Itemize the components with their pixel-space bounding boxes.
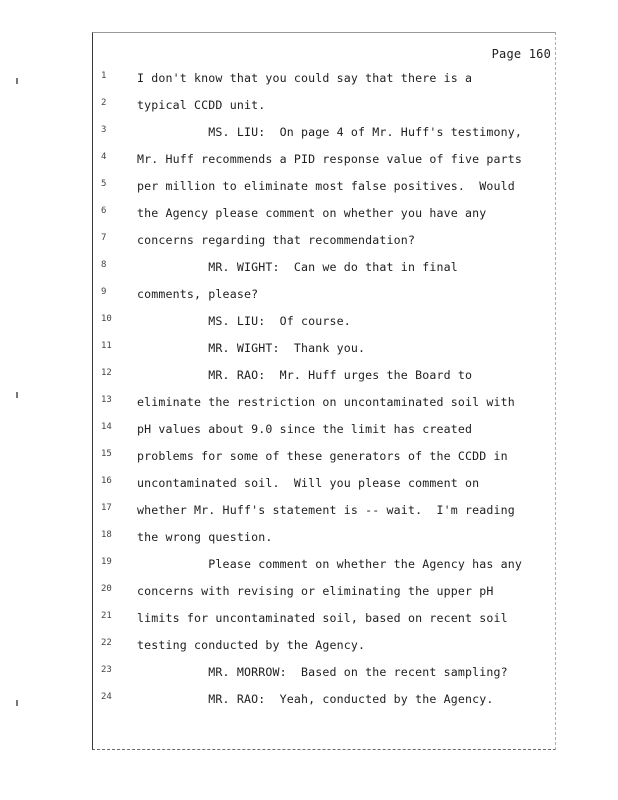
line-text: typical CCDD unit.	[137, 98, 266, 112]
line-text: comments, please?	[137, 287, 259, 301]
line-number: 16	[101, 476, 112, 486]
transcript-line	[93, 584, 557, 604]
line-number: 10	[101, 314, 112, 324]
transcript-line	[93, 692, 557, 712]
line-text: pH values about 9.0 since the limit has created	[137, 422, 473, 436]
scan-margin-mark	[16, 78, 18, 84]
transcript-line	[93, 449, 557, 469]
line-number: 12	[101, 368, 112, 378]
transcript-line	[93, 638, 557, 658]
line-text: the Agency please comment on whether you have any	[137, 206, 487, 220]
line-number: 8	[101, 260, 107, 270]
line-number: 21	[101, 611, 112, 621]
transcript-line	[93, 206, 557, 226]
page-number: Page 160	[491, 47, 551, 61]
line-number: 23	[101, 665, 112, 675]
transcript-line	[93, 233, 557, 253]
scan-margin-mark	[16, 700, 18, 706]
line-text: MR. MORROW: Based on the recent sampling?	[137, 665, 508, 679]
line-text: per million to eliminate most false positives. Would	[137, 179, 515, 193]
line-number: 6	[101, 206, 107, 216]
transcript-line	[93, 260, 557, 280]
transcript-line	[93, 665, 557, 685]
transcript-line	[93, 287, 557, 307]
line-text: uncontaminated soil. Will you please comment on	[137, 476, 480, 490]
line-number: 5	[101, 179, 107, 189]
line-number: 19	[101, 557, 112, 567]
line-number: 20	[101, 584, 112, 594]
line-number: 18	[101, 530, 112, 540]
line-number: 24	[101, 692, 112, 702]
transcript-line	[93, 503, 557, 523]
line-text: MS. LIU: On page 4 of Mr. Huff's testimony,	[137, 125, 523, 139]
transcript-page	[92, 32, 556, 750]
transcript-line	[93, 179, 557, 199]
line-text: whether Mr. Huff's statement is -- wait. I'm reading	[137, 503, 515, 517]
line-text: problems for some of these generators of the CCDD in	[137, 449, 508, 463]
line-text: eliminate the restriction on uncontaminated soil with	[137, 395, 515, 409]
transcript-line	[93, 530, 557, 550]
line-text: MR. RAO: Yeah, conducted by the Agency.	[137, 692, 494, 706]
scan-margin-mark	[16, 392, 18, 398]
line-text: I don't know that you could say that there is a	[137, 71, 473, 85]
line-number: 15	[101, 449, 112, 459]
line-number: 9	[101, 287, 107, 297]
transcript-line	[93, 476, 557, 496]
line-number: 17	[101, 503, 112, 513]
line-text: the wrong question.	[137, 530, 273, 544]
line-text: testing conducted by the Agency.	[137, 638, 366, 652]
line-number: 14	[101, 422, 112, 432]
line-number: 2	[101, 98, 107, 108]
transcript-line	[93, 125, 557, 145]
line-number: 11	[101, 341, 112, 351]
line-text: concerns with revising or eliminating the upper pH	[137, 584, 494, 598]
line-number: 22	[101, 638, 112, 648]
transcript-line	[93, 152, 557, 172]
line-text: MR. RAO: Mr. Huff urges the Board to	[137, 368, 473, 382]
transcript-line	[93, 557, 557, 577]
transcript-line	[93, 368, 557, 388]
transcript-line	[93, 341, 557, 361]
line-number: 1	[101, 71, 107, 81]
line-number: 4	[101, 152, 107, 162]
line-text: MR. WIGHT: Thank you.	[137, 341, 366, 355]
line-text: MR. WIGHT: Can we do that in final	[137, 260, 458, 274]
line-text: concerns regarding that recommendation?	[137, 233, 416, 247]
transcript-line	[93, 314, 557, 334]
line-text: limits for uncontaminated soil, based on recent soil	[137, 611, 508, 625]
transcript-line	[93, 395, 557, 415]
transcript-line	[93, 611, 557, 631]
line-text: Mr. Huff recommends a PID response value of five parts	[137, 152, 523, 166]
transcript-line	[93, 98, 557, 118]
line-text: Please comment on whether the Agency has any	[137, 557, 523, 571]
transcript-line	[93, 422, 557, 442]
line-number: 13	[101, 395, 112, 405]
line-text: MS. LIU: Of course.	[137, 314, 351, 328]
line-number: 3	[101, 125, 107, 135]
line-number: 7	[101, 233, 107, 243]
transcript-line	[93, 71, 557, 91]
